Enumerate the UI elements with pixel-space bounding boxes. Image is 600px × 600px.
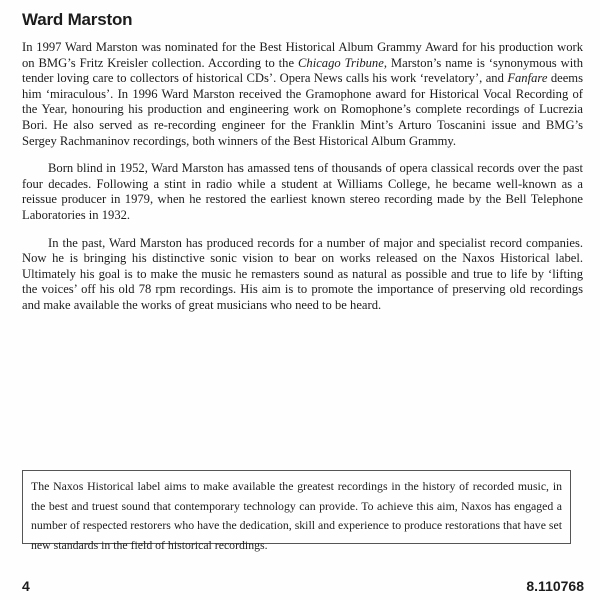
fanfare-title: Fanfare	[507, 71, 548, 86]
chicago-tribune-title: Chicago Tribune	[298, 55, 384, 70]
page-number: 4	[22, 578, 30, 594]
catalogue-number: 8.110768	[526, 578, 584, 594]
paragraph-1	[22, 40, 583, 149]
biography-text	[22, 40, 583, 326]
paragraph-3: In the past, Ward Marston has produced records for a number of major and specialist record companies. Now he is bringing his distinctive sonic vision to bear on works released on the Naxos Historical label. Ultimately his goal is to make the music he remasters sound as natural as possible and true to life by ‘lifting the voices’ off his old 78 rpm recordings. His aim is to promote the importance of preserving old recordings and make available the works of great musicians who need to be heard.	[22, 235, 583, 312]
paragraph-1-part-c: , Marston’s name is ‘synonymous with tender loving care to collectors of historical CDs’. Opera News calls his work ‘revelatory’, and	[22, 55, 583, 86]
paragraph-1-part-e: deems him ‘miraculous’. In 1996 Ward Marston received the Gramophone award for Historical Vocal Recording of the Year, honouring his production and engineering work on Romophone’s complete recordings of Lucrezia Bori. He also served as re-recording engineer for the Franklin Mint’s Arturo Toscanini issue and BMG’s Sergey Rachmaninov recordings, both winners of the Best Historical Album Grammy.	[22, 71, 583, 148]
paragraph-1-part-a: In 1997 Ward Marston was nominated for the Best Historical Album Grammy Award for his production work on BMG’s Fritz Kreisler collection. According to the	[22, 40, 583, 70]
page-title: Ward Marston	[22, 10, 133, 29]
naxos-historical-notice-box: The Naxos Historical label aims to make available the greatest recordings in the history of recorded music, in the best and truest sound that contemporary technology can provide. To achieve this aim, Naxos has engaged a number of respected restorers who have the dedication, skill and experience to produce restorations that have set new standards in the field of historical recordings.	[22, 470, 571, 544]
paragraph-2: Born blind in 1952, Ward Marston has amassed tens of thousands of opera classical records over the past four decades. Following a stint in radio while a student at Williams College, he became well-known as a reissue producer in 1979, when he restored the earliest known stereo recording made by the Bell Telephone Laboratories in 1932.	[22, 161, 583, 222]
